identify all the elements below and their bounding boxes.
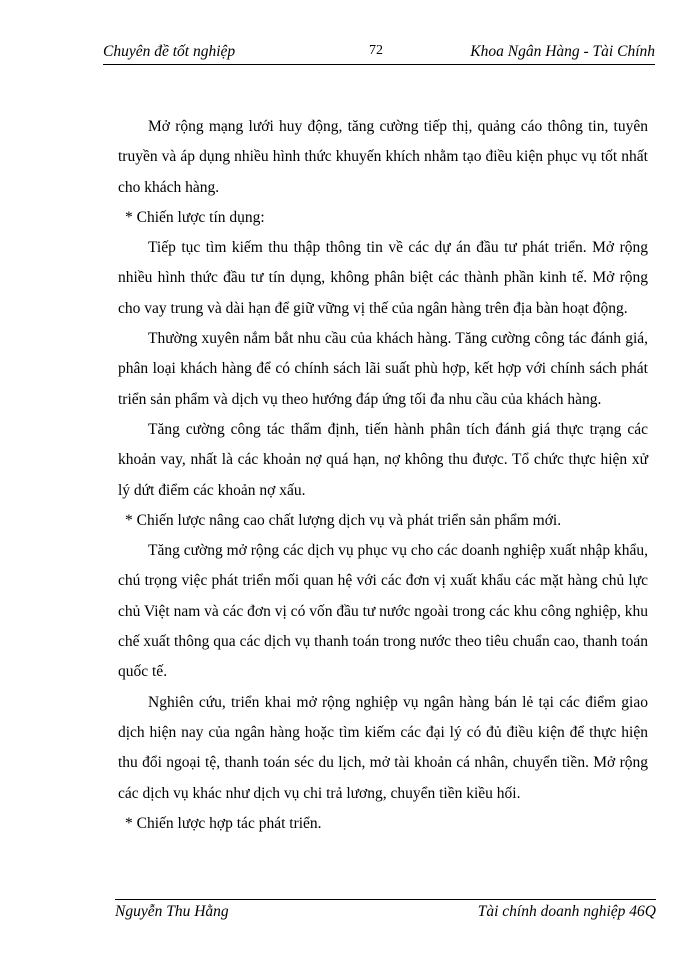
footer-class: Tài chính doanh nghiệp 46Q xyxy=(477,903,656,920)
paragraph-2: Tiếp tục tìm kiếm thu thập thông tin về các dự án đầu tư phát triển. Mở rộng nhiều hình thức đầu tư tín dụng, không phân biệt các thành phần kinh tế. Mở rộng cho vay trung và dài hạn để giữ vững vị thế của ngân hàng trên địa bàn hoạt động. xyxy=(118,239,648,317)
section-heading-cooperation-strategy: * Chiến lược hợp tác phát triển. xyxy=(125,814,322,832)
page-body xyxy=(118,112,648,839)
footer-divider xyxy=(115,899,656,900)
section-heading-service-quality-strategy: * Chiến lược nâng cao chất lượng dịch vụ và phát triển sản phẩm mới. xyxy=(125,511,562,529)
paragraph-5: Tăng cường mở rộng các dịch vụ phục vụ cho các doanh nghiệp xuất nhập khẩu, chú trọng việc phát triển mối quan hệ với các đơn vị xuất khẩu các mặt hàng chủ lực chủ Việt nam và các đơn vị có vốn đầu tư nước ngoài trong các khu công nghiệp, khu chế xuất thông qua các dịch vụ thanh toán trong nước theo tiêu chuẩn cao, thanh toán quốc tế. xyxy=(118,542,648,681)
header-department: Khoa Ngân Hàng - Tài Chính xyxy=(470,43,655,60)
page-footer xyxy=(115,903,656,925)
footer-author: Nguyễn Thu Hằng xyxy=(115,903,229,920)
header-page-number: 72 xyxy=(369,43,383,58)
paragraph-3: Thường xuyên nắm bắt nhu cầu của khách hàng. Tăng cường công tác đánh giá, phân loại khách hàng để có chính sách lãi suất phù hợp, kết hợp với chính sách phát triển sản phẩm và dịch vụ theo hướng đáp ứng tối đa nhu cầu của khách hàng. xyxy=(118,330,648,408)
paragraph-1: Mở rộng mạng lưới huy động, tăng cường tiếp thị, quảng cáo thông tin, tuyên truyền và áp dụng nhiều hình thức khuyến khích nhằm tạo điều kiện phục vụ tốt nhất cho khách hàng. xyxy=(118,118,648,196)
paragraph-6: Nghiên cứu, triển khai mở rộng nghiệp vụ ngân hàng bán lẻ tại các điểm giao dịch hiện nay của ngân hàng hoặc tìm kiếm các đại lý có đủ điều kiện để thực hiện thu đổi ngoại tệ, thanh toán séc du lịch, mở tài khoản cá nhân, chuyển tiền. Mở rộng các dịch vụ khác như dịch vụ chi trả lương, chuyển tiền kiều hối. xyxy=(118,693,648,802)
header-document-title: Chuyên đề tốt nghiệp xyxy=(103,43,236,60)
paragraph-4: Tăng cường công tác thẩm định, tiến hành phân tích đánh giá thực trạng các khoản vay, nhất là các khoản nợ quá hạn, nợ không thu được. Tổ chức thực hiện xử lý dứt điểm các khoản nợ xấu. xyxy=(118,420,648,499)
page-header xyxy=(103,40,655,65)
section-heading-credit-strategy: * Chiến lược tín dụng: xyxy=(125,208,265,226)
